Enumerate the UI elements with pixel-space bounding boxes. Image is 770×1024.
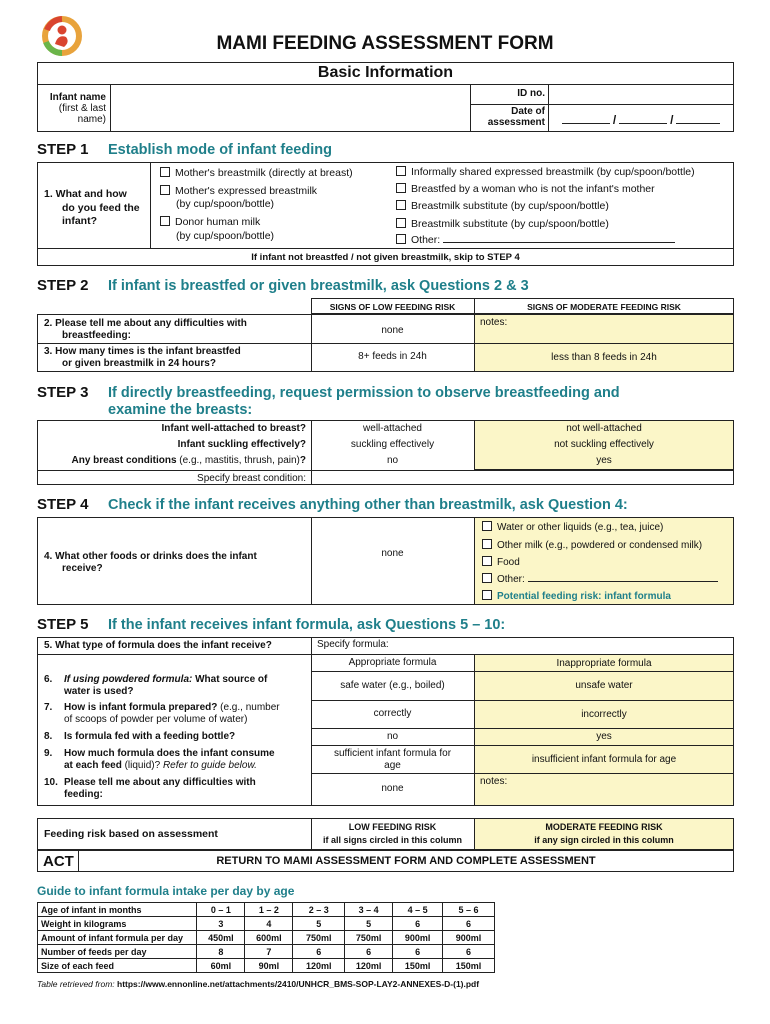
guide-row — [38, 959, 495, 973]
guide-row — [38, 917, 495, 931]
well-attached-low[interactable]: well-attached — [363, 423, 422, 434]
guide-cell: 0 – 1 — [197, 903, 245, 917]
guide-row — [38, 931, 495, 945]
step4-number: STEP 4 — [37, 496, 89, 513]
opt-infant-formula[interactable]: Potential feeding risk: infant formula — [482, 590, 671, 602]
opt-informal-shared[interactable]: Informally shared expressed breastmilk (by cup/spoon/bottle) — [396, 166, 695, 178]
q7-low[interactable]: correctly — [373, 708, 412, 719]
q10-low[interactable]: none — [381, 783, 404, 794]
checkbox[interactable] — [482, 521, 492, 531]
step1-note: If infant not breastfed / not given breastmilk, skip to STEP 4 — [251, 252, 520, 263]
q1-label: 1. What and how — [44, 188, 127, 200]
guide-cell: 6 — [293, 945, 345, 959]
guide-cell: 2 – 3 — [293, 903, 345, 917]
inappropriate-formula[interactable]: Inappropriate formula — [556, 658, 652, 669]
checkbox[interactable] — [160, 167, 170, 177]
specify-formula-input[interactable] — [400, 638, 733, 653]
guide-cell: 60ml — [197, 959, 245, 973]
step1-number: STEP 1 — [37, 141, 89, 158]
q3-label: 3. How many times is the infant breastfed — [44, 346, 241, 357]
q10-notes[interactable]: notes: — [480, 776, 508, 787]
specify-condition-input[interactable] — [312, 471, 733, 484]
q8-label: Is formula fed with a feeding bottle? — [64, 731, 236, 742]
well-attached-mod[interactable]: not well-attached — [566, 423, 642, 434]
low-risk-summary[interactable]: LOW FEEDING RISK — [348, 822, 437, 832]
checkbox[interactable] — [396, 218, 406, 228]
date-label: Date of — [511, 106, 545, 117]
q4-low[interactable]: none — [381, 548, 404, 559]
checkbox[interactable] — [396, 200, 406, 210]
specify-condition-label: Specify breast condition: — [197, 473, 306, 484]
guide-cell: 3 – 4 — [345, 903, 393, 917]
q9-low[interactable]: sufficient infant formula for — [333, 748, 452, 759]
checkbox[interactable] — [482, 539, 492, 549]
opt-wet-nurse[interactable]: Breastfed by a woman who is not the infant's mother — [396, 183, 655, 195]
opt-other[interactable]: Other: — [396, 234, 675, 246]
guide-cell: 450ml — [197, 931, 245, 945]
guide-cell: 120ml — [345, 959, 393, 973]
guide-row — [38, 903, 495, 917]
q6-mod[interactable]: unsafe water — [575, 680, 633, 691]
checkbox[interactable] — [160, 216, 170, 226]
q7-mod[interactable]: incorrectly — [581, 709, 627, 720]
guide-title: Guide to infant formula intake per day by age — [37, 884, 295, 898]
guide-row-label: Age of infant in months — [38, 903, 197, 917]
guide-row-label: Size of each feed — [38, 959, 197, 973]
guide-cell: 150ml — [443, 959, 495, 973]
checkbox[interactable] — [396, 234, 406, 244]
q7-label: How is infant formula prepared? (e.g., number — [64, 702, 280, 713]
guide-cell: 4 — [245, 917, 293, 931]
checkbox[interactable] — [160, 185, 170, 195]
guide-cell: 6 — [443, 945, 495, 959]
opt-mother-breastmilk[interactable]: Mother's breastmilk (directly at breast) — [160, 167, 353, 179]
low-risk-header: SIGNS OF LOW FEEDING RISK — [329, 302, 456, 312]
conditions-mod[interactable]: yes — [596, 455, 612, 466]
breast-conditions-q: Any breast conditions (e.g., mastitis, thrush, pain)? — [71, 455, 306, 466]
act-label: ACT — [43, 853, 74, 870]
guide-cell: 900ml — [393, 931, 443, 945]
step2-title: If infant is breastfed or given breastmilk, ask Questions 2 & 3 — [108, 278, 529, 294]
q2-low[interactable]: none — [381, 325, 404, 336]
checkbox[interactable] — [482, 590, 492, 600]
appropriate-formula[interactable]: Appropriate formula — [348, 657, 437, 668]
guide-cell: 900ml — [443, 931, 495, 945]
step3-number: STEP 3 — [37, 384, 89, 401]
q4-label: 4. What other foods or drinks does the infant — [44, 551, 257, 562]
suckling-low[interactable]: suckling effectively — [350, 439, 435, 450]
q2-label: 2. Please tell me about any difficulties with — [44, 318, 247, 329]
guide-cell: 7 — [245, 945, 293, 959]
risk-summary-label: Feeding risk based on assessment — [44, 828, 218, 840]
guide-cell: 1 – 2 — [245, 903, 293, 917]
suckling-q: Infant suckling effectively? — [177, 439, 306, 450]
step5-number: STEP 5 — [37, 616, 89, 633]
q6-label: If using powdered formula: What source of — [64, 674, 268, 685]
opt-expressed-breastmilk[interactable]: Mother's expressed breastmilk — [160, 185, 317, 197]
checkbox[interactable] — [396, 166, 406, 176]
checkbox[interactable] — [482, 573, 492, 583]
form-title: MAMI FEEDING ASSESSMENT FORM — [216, 33, 554, 54]
q5-label: 5. What type of formula does the infant receive? — [44, 640, 272, 651]
q3-mod[interactable]: less than 8 feeds in 24h — [551, 352, 657, 363]
step5-title: If the infant receives infant formula, ask Questions 5 – 10: — [108, 617, 506, 633]
step2-number: STEP 2 — [37, 277, 89, 294]
step1-title: Establish mode of infant feeding — [108, 142, 332, 158]
id-no-label: ID no. — [517, 88, 545, 99]
guide-cell: 6 — [443, 917, 495, 931]
q8-mod[interactable]: yes — [596, 731, 612, 742]
guide-cell: 3 — [197, 917, 245, 931]
opt-donor-milk[interactable]: Donor human milk — [160, 216, 260, 228]
date-input[interactable]: / / — [562, 113, 722, 127]
step3-title: If directly breastfeeding, request permission to observe breastfeeding and — [108, 385, 620, 401]
guide-cell: 6 — [345, 945, 393, 959]
well-attached-q: Infant well-attached to breast? — [161, 423, 306, 434]
guide-cell: 750ml — [293, 931, 345, 945]
checkbox[interactable] — [396, 183, 406, 193]
guide-row-label: Amount of infant formula per day — [38, 931, 197, 945]
guide-cell: 5 — [345, 917, 393, 931]
guide-cell: 5 — [293, 917, 345, 931]
formula-guide-table — [37, 902, 495, 973]
opt-bms-1[interactable]: Breastmilk substitute (by cup/spoon/bottle) — [396, 200, 609, 212]
source-note: Table retrieved from: https://www.ennonline.net/attachments/2410/UNHCR_BMS-SOP-LAY2-ANNEXES-D-(1).pdf — [37, 979, 480, 989]
guide-cell: 90ml — [245, 959, 293, 973]
q2-notes[interactable]: notes: — [480, 317, 508, 328]
opt-other-milk[interactable]: Other milk (e.g., powdered or condensed milk) — [482, 539, 702, 551]
opt-other-food[interactable]: Other: — [482, 573, 718, 585]
checkbox[interactable] — [482, 556, 492, 566]
step4-title: Check if the infant receives anything other than breastmilk, ask Question 4: — [108, 497, 628, 513]
guide-cell: 6 — [393, 945, 443, 959]
q8-low[interactable]: no — [386, 731, 399, 742]
conditions-low[interactable]: no — [386, 455, 399, 466]
guide-row — [38, 945, 495, 959]
moderate-risk-header: SIGNS OF MODERATE FEEDING RISK — [527, 302, 681, 312]
suckling-mod[interactable]: not suckling effectively — [554, 439, 654, 450]
guide-cell: 4 – 5 — [393, 903, 443, 917]
id-no-input[interactable] — [549, 85, 733, 103]
opt-water[interactable]: Water or other liquids (e.g., tea, juice) — [482, 521, 663, 533]
guide-cell: 150ml — [393, 959, 443, 973]
guide-row-label: Number of feeds per day — [38, 945, 197, 959]
guide-cell: 600ml — [245, 931, 293, 945]
q9-mod[interactable]: insufficient infant formula for age — [531, 754, 677, 765]
infant-name-label: Infant name — [49, 92, 106, 103]
specify-formula-label: Specify formula: — [317, 639, 389, 650]
basic-info-title: Basic Information — [317, 64, 454, 81]
q3-low[interactable]: 8+ feeds in 24h — [358, 351, 427, 362]
guide-cell: 5 – 6 — [443, 903, 495, 917]
q6-low[interactable]: safe water (e.g., boiled) — [340, 680, 445, 691]
opt-bms-2[interactable]: Breastmilk substitute (by cup/spoon/bottle) — [396, 218, 609, 230]
opt-food[interactable]: Food — [482, 556, 520, 568]
act-instruction: RETURN TO MAMI ASSESSMENT FORM AND COMPLETE ASSESSMENT — [216, 855, 596, 867]
guide-cell: 120ml — [293, 959, 345, 973]
guide-cell: 8 — [197, 945, 245, 959]
guide-cell: 6 — [393, 917, 443, 931]
guide-cell: 750ml — [345, 931, 393, 945]
moderate-risk-summary[interactable]: MODERATE FEEDING RISK — [545, 822, 663, 832]
q10-label: Please tell me about any difficulties with — [64, 777, 256, 788]
guide-row-label: Weight in kilograms — [38, 917, 197, 931]
q9-label: How much formula does the infant consume — [64, 748, 275, 759]
